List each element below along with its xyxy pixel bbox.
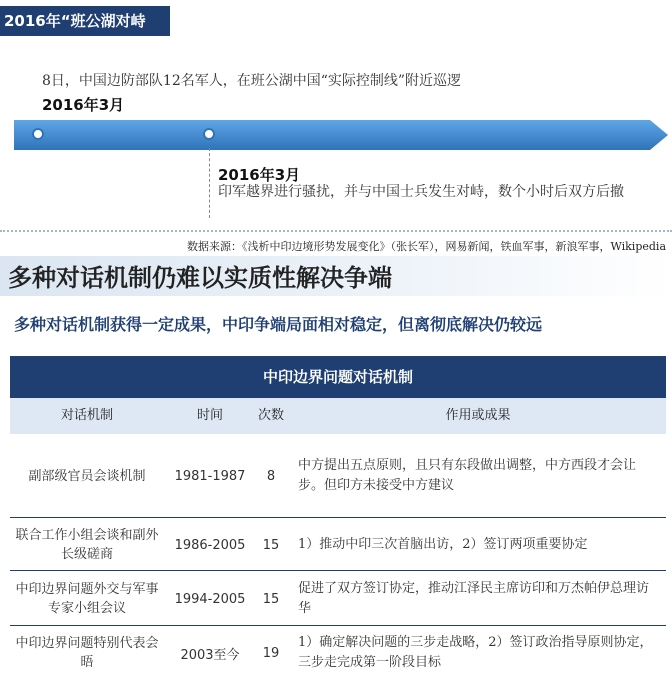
- cell-count: 15: [262, 591, 280, 607]
- cell-mechanism: 中印边界问题特别代表会晤: [15, 636, 159, 670]
- table-row: [10, 519, 666, 571]
- cell-count: 8: [266, 468, 276, 484]
- timeline-connector: [209, 148, 210, 218]
- col-header-period: 时间: [196, 408, 223, 423]
- section-subtitle: 多种对话机制获得一定成果，中印争端局面相对稳定，但离彻底解决仍较远: [14, 315, 543, 334]
- cell-count: 15: [262, 537, 280, 553]
- cell-period: 1994-2005: [174, 591, 246, 607]
- timeline-event2-text: 印军越界进行骚扰，并与中国士兵发生对峙，数个小时后双方后撤: [218, 184, 624, 200]
- table-title: 中印边界问题对话机制: [10, 356, 666, 398]
- cell-result: 1）确定解决问题的三步走战略，2）签订政治指导原则协定，三步走完成第一阶段目标: [298, 635, 653, 670]
- cell-count: 19: [262, 645, 280, 661]
- cell-period: 1986-2005: [174, 537, 246, 553]
- data-source: 数据来源：《浅析中印边境形势发展变化》（张长军），网易新闻，铁血军事，新浪军事，Wikipedia: [187, 240, 666, 253]
- table-row: [10, 572, 666, 626]
- col-header-count: 次数: [257, 408, 284, 423]
- table-row: [10, 434, 666, 518]
- cell-mechanism: 中印边界问题外交与军事专家小组会议: [15, 582, 159, 616]
- table-row: [10, 627, 666, 679]
- col-header-result: 作用或成果: [445, 408, 511, 423]
- timeline-arrow: [14, 120, 668, 150]
- timeline-node-1: [33, 129, 43, 139]
- cell-period: 1981-1987: [174, 468, 246, 484]
- timeline-event1-date: 2016年3月: [42, 96, 125, 114]
- cell-result: 1）推动中印三次首脑出访，2）签订两项重要协定: [298, 537, 588, 552]
- cell-result: 促进了双方签订协定，推动江泽民主席访印和万杰帕伊总理访华: [298, 581, 650, 616]
- cell-mechanism: 联合工作小组会谈和副外长级磋商: [15, 528, 159, 562]
- section-title: 多种对话机制仍难以实质性解决争端: [8, 264, 392, 292]
- header-tag: 2016年“班公湖对峙: [0, 6, 170, 36]
- divider: [0, 230, 672, 232]
- cell-mechanism: 副部级官员会谈机制: [28, 468, 146, 484]
- col-header-mechanism: 对话机制: [60, 408, 113, 423]
- timeline-bar: [0, 110, 672, 154]
- table-header-row: [10, 398, 666, 434]
- timeline-node-2: [204, 129, 214, 139]
- timeline-event2-date: 2016年3月: [218, 166, 301, 184]
- cell-result: 中方提出五点原则，且只有东段做出调整，中方西段才会让步。但印方未接受中方建议: [298, 458, 637, 493]
- cell-period: 2003至今: [180, 647, 240, 663]
- timeline-event1-text: 8日，中国边防部队12名军人，在班公湖中国“实际控制线”附近巡逻: [42, 73, 462, 89]
